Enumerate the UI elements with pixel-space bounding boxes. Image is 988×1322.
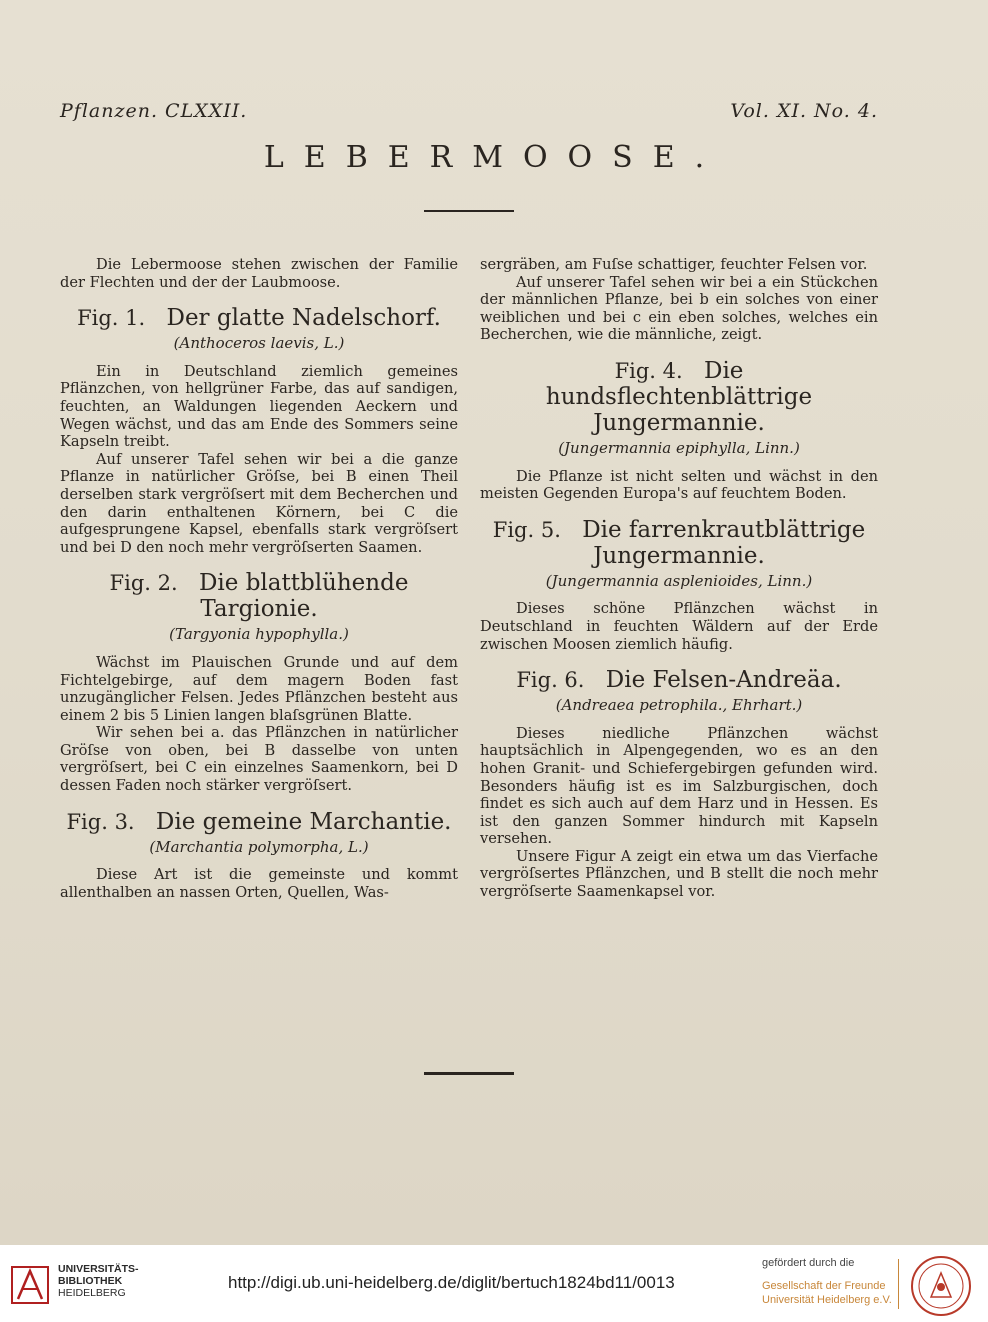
fig6-paragraph-1: Dieses niedliche Pflänzchen wächst hauptsächlich in Alpengegenden, wo es an den hohen Granit- und Schiefergebirgen gefunden wird. Besonders häufig ist es im Salzburgischen, doch findet es sich auch auf dem Harz und in Hessen. Es ist den ganzen Sommer hindurch mit Kapseln versehen. (480, 724, 878, 848)
fig3-paragraph-1: Diese Art ist die gemeinste und kommt allenthalben an nassen Orten, Quellen, Was- (60, 866, 458, 901)
fig3-species: (Marchantia polymorpha, L.) (149, 837, 369, 856)
fig3-number: Fig. 3. (66, 809, 135, 834)
fig5-heading (480, 517, 878, 569)
fig1-number: Fig. 1. (77, 306, 146, 331)
left-column (60, 256, 458, 901)
running-head (60, 100, 878, 130)
sponsor-line-2: Universität Heidelberg e.V. (762, 1294, 892, 1306)
fig1-paragraph-2: Auf unserer Tafel sehen wir bei a die ganze Pflanze in natürlicher Gröſse, bei B einen Theil derselben stark vergröſsert mit dem Becherchen und den darin enthaltenen Körnern, bei C die aufgesprungene Kapsel, ebenfalls stark vergröſsert und bei D den noch mehr vergröſserten Saamen. (60, 450, 458, 556)
fig4-number: Fig. 4. (614, 358, 683, 383)
end-rule (424, 1072, 514, 1075)
library-line-3: HEIDELBERG (58, 1287, 126, 1299)
title-rule (424, 210, 514, 212)
fig2-paragraph-1: Wächst im Plauischen Grunde und auf dem Fichtelgebirge, auf dem magern Boden fast unzugänglicher Felsen. Jedes Pflänzchen besteht aus einem 2 bis 5 Linien langen blaſsgrünen Blatte. (60, 653, 458, 724)
continuation-paragraph: sergräben, am Fuſse schattiger, feuchter Felsen vor. (480, 256, 868, 273)
running-head-left: Pflanzen. CLXXII. (60, 100, 248, 122)
fig5-number: Fig. 5. (492, 517, 561, 542)
fig5-name: Die farrenkrautblättrige Jungermannie. (582, 516, 866, 569)
fig5-paragraph-1: Dieses schöne Pflänzchen wächst in Deutschland in feuchten Wäldern auf der Erde zwischen Moosen ziemlich häufig. (480, 600, 878, 653)
footer-divider (898, 1259, 899, 1309)
fig1-name: Der glatte Nadelschorf. (166, 305, 441, 332)
intro-paragraph: Die Lebermoose stehen zwischen der Familie der Flechten und der der Laubmoose. (60, 256, 458, 291)
fig4-heading (480, 358, 878, 436)
sponsor-line-1: Gesellschaft der Freunde (762, 1280, 886, 1292)
page-title: LEBERMOOSE. (263, 140, 725, 175)
fig4-name: Die hundsflechtenblättrige Jungermannie. (545, 357, 813, 436)
permalink-url[interactable]: http://digi.ub.uni-heidelberg.de/diglit/bertuch1824bd11/0013 (228, 1273, 675, 1292)
fig3-heading (60, 809, 458, 835)
library-line-1: UNIVERSITÄTS- (58, 1263, 139, 1275)
fig5-species: (Jungermannia asplenioides, Linn.) (545, 571, 813, 590)
fig1-species: (Anthoceros laevis, L.) (173, 334, 345, 353)
fig6-paragraph-2: Unsere Figur A zeigt ein etwa um das Vierfache vergröſsertes Pflänzchen, und B stellt die noch mehr vergröſserte Saamenkapsel vor. (480, 847, 878, 901)
fig6-heading (480, 667, 878, 693)
right-column (480, 256, 878, 901)
footer-bar (0, 1245, 988, 1322)
fig2-number: Fig. 2. (109, 571, 178, 596)
fig2-paragraph-2: Wir sehen bei a. das Pflänzchen in natürlicher Gröſse von oben, bei B dasselbe von unten vergröſsert, bei C ein einzelnes Saamenkorn, bei D dessen Faden noch stärker vergröſsert. (60, 724, 458, 795)
fig1-heading (60, 305, 458, 331)
library-line-2: BIBLIOTHEK (58, 1275, 123, 1287)
fig4-species: (Jungermannia epiphylla, Linn.) (558, 438, 800, 457)
fig6-name: Die Felsen-Andreäa. (605, 667, 842, 694)
fig3-paragraph-2: Auf unserer Tafel sehen wir bei a ein Stückchen der männlichen Pflanze, bei b ein solches von einer weiblichen und bei c ein eben solches, welches ein Becherchen, wie die männliche, zeigt. (480, 273, 878, 344)
fig2-species: (Targyonia hypophylla.) (169, 625, 349, 644)
fig6-number: Fig. 6. (516, 668, 585, 693)
library-logo-icon (10, 1259, 50, 1309)
sponsor-prefix: gefördert durch die (762, 1257, 855, 1269)
running-head-right: Vol. XI. No. 4. (730, 100, 878, 122)
fig1-paragraph-1: Ein in Deutschland ziemlich gemeines Pflänzchen, von hellgrüner Farbe, das auf sandigen, feuchten, an Waldungen liegenden Aeckern und Wegen wächst, und das am Ende des Sommers seine Kapseln treibt. (60, 362, 458, 451)
fig6-species: (Andreaea petrophila., Ehrhart.) (555, 696, 803, 715)
fig2-heading (60, 570, 458, 622)
library-name (58, 1263, 139, 1299)
fig3-name: Die gemeine Marchantie. (155, 808, 452, 835)
university-seal-icon (910, 1255, 972, 1317)
sponsor-name (762, 1279, 892, 1307)
fig4-paragraph-1: Die Pflanze ist nicht selten und wächst in den meisten Gegenden Europa's auf feuchtem Boden. (480, 467, 878, 503)
fig2-name: Die blattblühende Targionie. (198, 570, 409, 623)
